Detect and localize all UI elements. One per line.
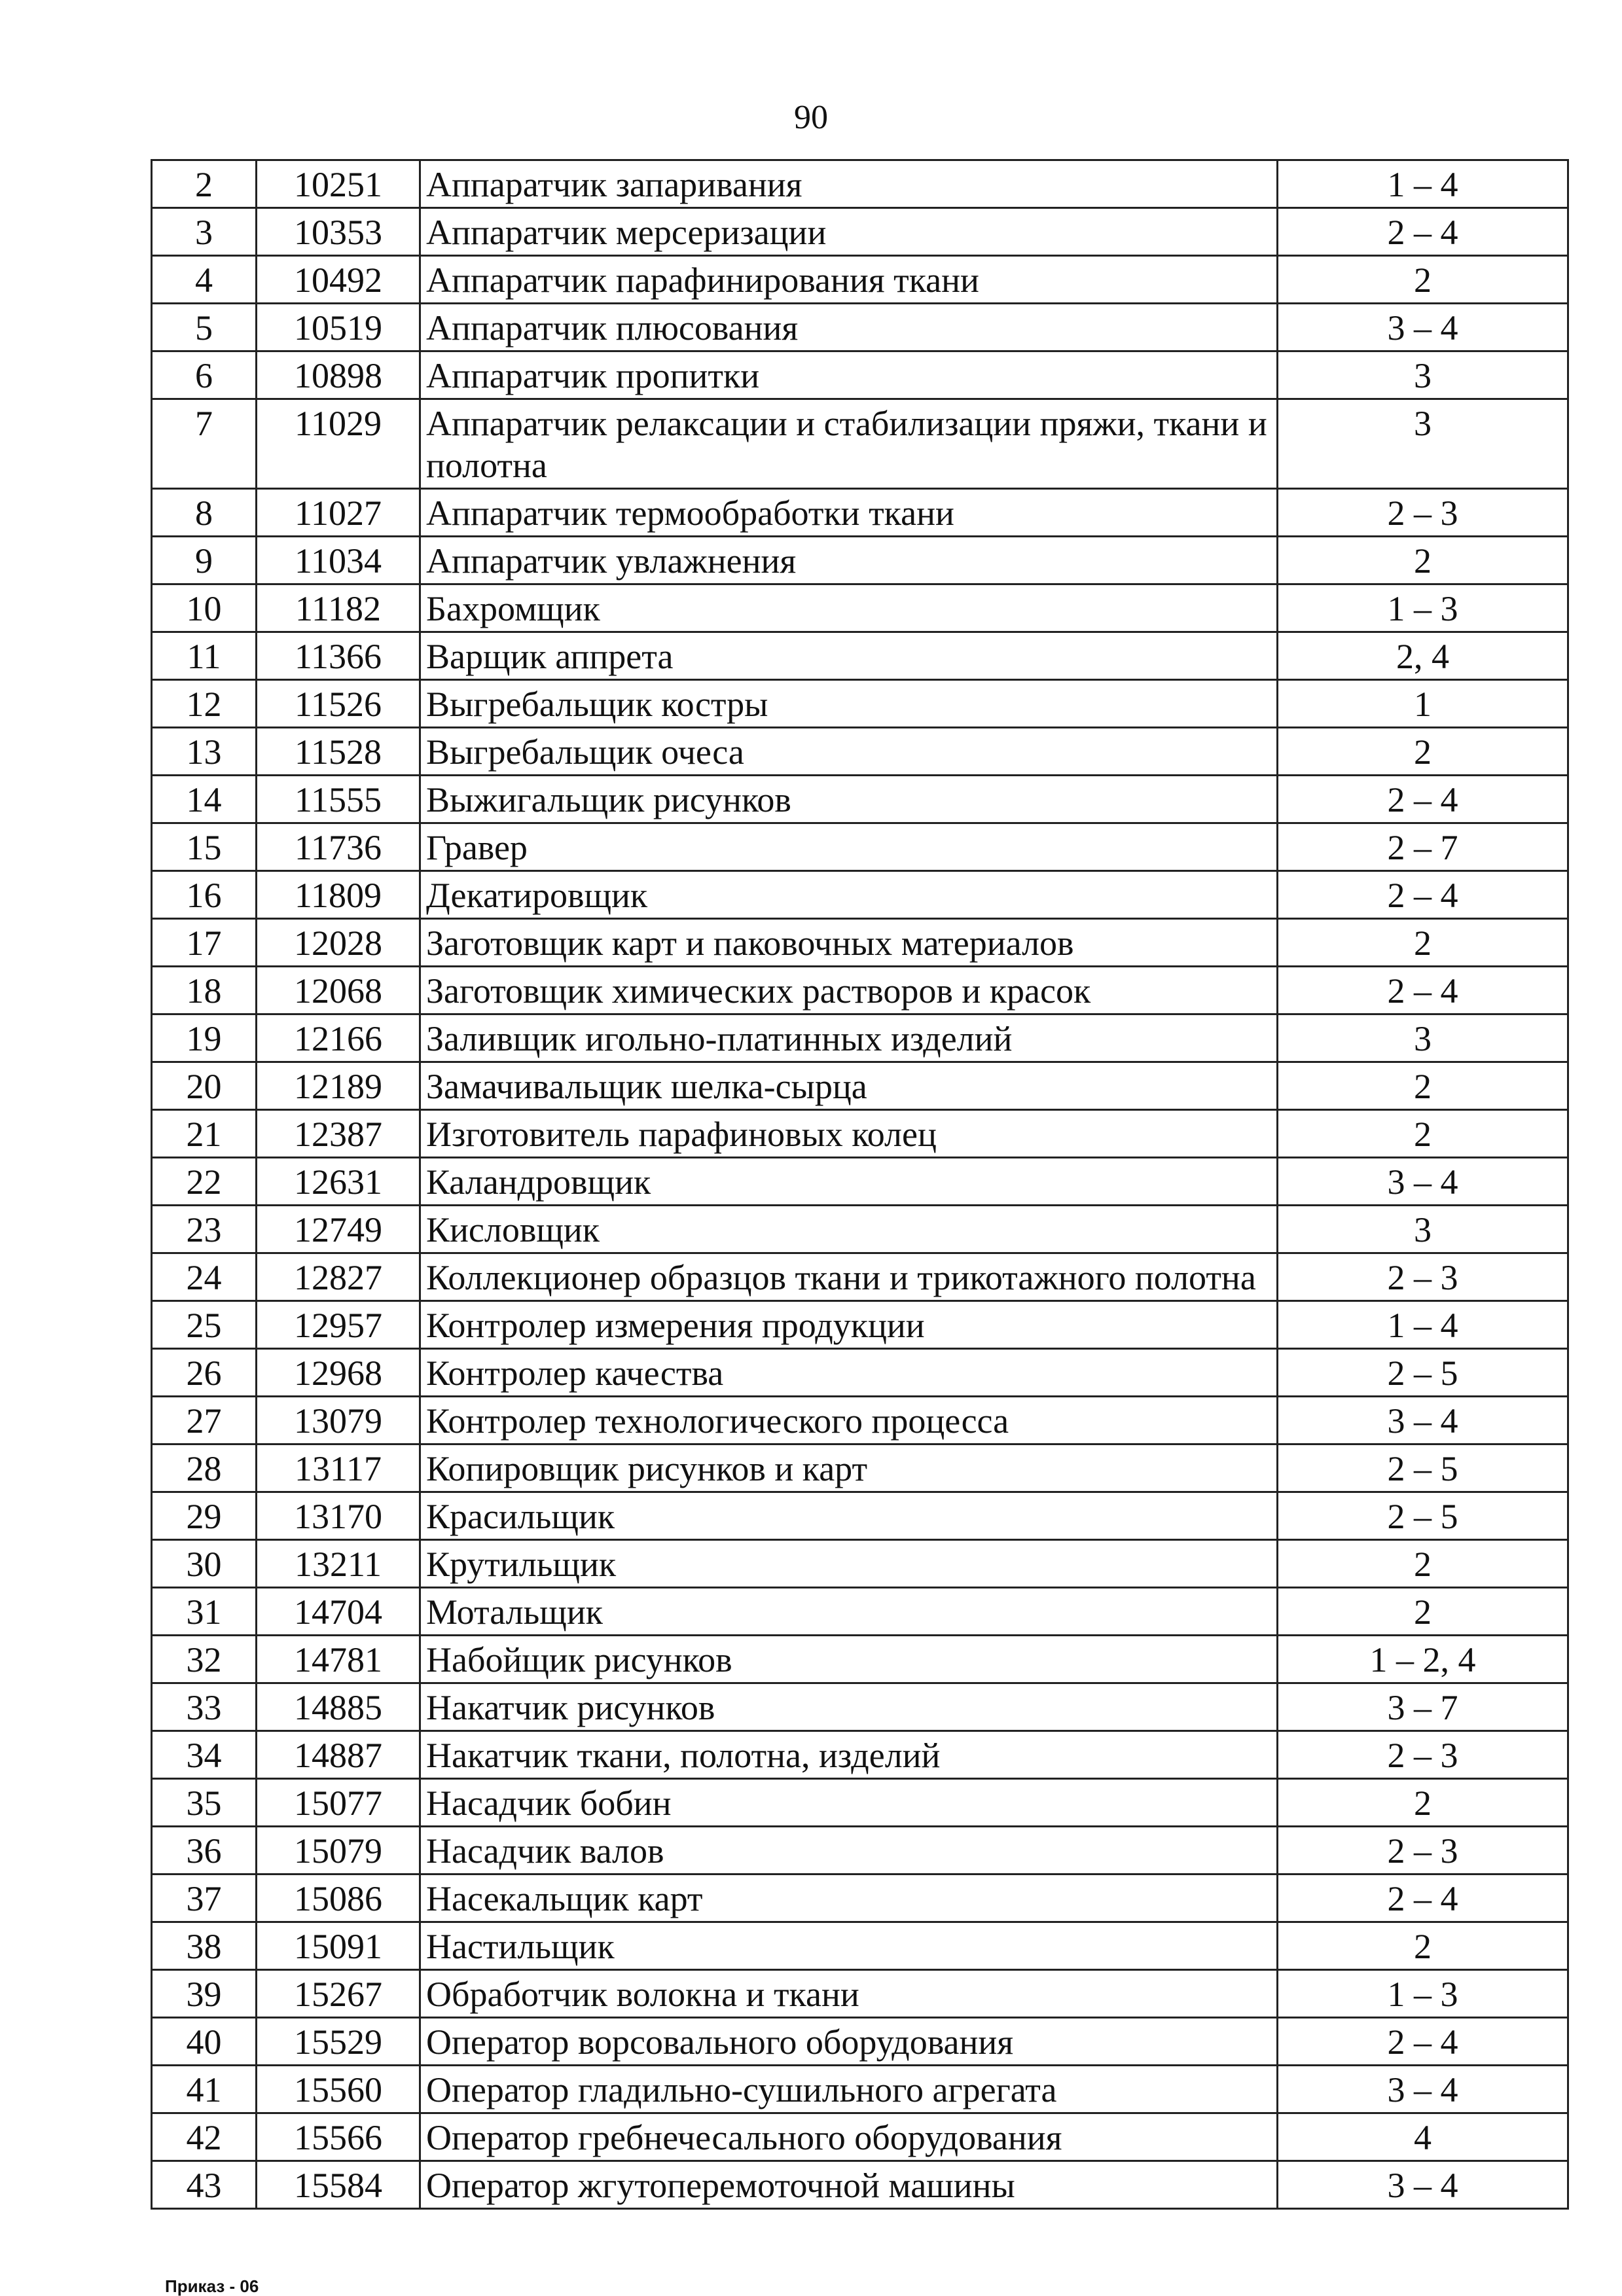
table-row — [152, 537, 1568, 584]
table-row — [152, 1253, 1568, 1301]
table-row — [152, 823, 1568, 871]
profession-code-cell: 13079 — [257, 1397, 420, 1444]
row-number-cell: 18 — [152, 967, 257, 1014]
profession-name-cell: Красильщик — [420, 1492, 1278, 1540]
profession-code-cell: 10519 — [257, 304, 420, 351]
table-row — [152, 1492, 1568, 1540]
grade-range-cell: 2 — [1278, 256, 1568, 304]
grade-range-cell: 2, 4 — [1278, 632, 1568, 680]
table-row — [152, 1540, 1568, 1588]
row-number-cell: 21 — [152, 1110, 257, 1158]
grade-range-cell: 2 – 4 — [1278, 2018, 1568, 2066]
table-body — [152, 160, 1568, 2209]
row-number-cell: 15 — [152, 823, 257, 871]
grade-range-cell: 2 – 4 — [1278, 1874, 1568, 1922]
profession-name-cell: Оператор гребнечесального оборудования — [420, 2113, 1278, 2161]
profession-code-cell: 11366 — [257, 632, 420, 680]
table-row — [152, 1206, 1568, 1253]
grade-range-cell: 2 — [1278, 1540, 1568, 1588]
grade-range-cell: 2 – 3 — [1278, 1731, 1568, 1779]
table-row — [152, 632, 1568, 680]
row-number-cell: 32 — [152, 1636, 257, 1683]
profession-name-cell: Крутильщик — [420, 1540, 1278, 1588]
table-row — [152, 584, 1568, 632]
professions-table — [151, 159, 1569, 2210]
profession-code-cell: 14781 — [257, 1636, 420, 1683]
profession-code-cell: 15267 — [257, 1970, 420, 2018]
profession-code-cell: 15566 — [257, 2113, 420, 2161]
table-row — [152, 1636, 1568, 1683]
profession-name-cell: Накатчик рисунков — [420, 1683, 1278, 1731]
table-row — [152, 1588, 1568, 1636]
row-number-cell: 33 — [152, 1683, 257, 1731]
profession-name-cell: Контролер измерения продукции — [420, 1301, 1278, 1349]
row-number-cell: 4 — [152, 256, 257, 304]
grade-range-cell: 1 – 4 — [1278, 160, 1568, 208]
row-number-cell: 13 — [152, 728, 257, 776]
profession-name-cell: Заливщик игольно-платинных изделий — [420, 1014, 1278, 1062]
profession-code-cell: 15584 — [257, 2161, 420, 2209]
row-number-cell: 16 — [152, 871, 257, 919]
grade-range-cell: 3 — [1278, 351, 1568, 399]
table-row — [152, 1779, 1568, 1827]
profession-code-cell: 11029 — [257, 399, 420, 489]
profession-code-cell: 12166 — [257, 1014, 420, 1062]
table-row — [152, 489, 1568, 537]
table-row — [152, 1158, 1568, 1206]
profession-code-cell: 11034 — [257, 537, 420, 584]
profession-code-cell: 12068 — [257, 967, 420, 1014]
profession-code-cell: 10251 — [257, 160, 420, 208]
grade-range-cell: 4 — [1278, 2113, 1568, 2161]
table-row — [152, 1970, 1568, 2018]
row-number-cell: 9 — [152, 537, 257, 584]
row-number-cell: 17 — [152, 919, 257, 967]
row-number-cell: 2 — [152, 160, 257, 208]
row-number-cell: 34 — [152, 1731, 257, 1779]
table-row — [152, 1827, 1568, 1874]
profession-code-cell: 14885 — [257, 1683, 420, 1731]
grade-range-cell: 2 – 4 — [1278, 871, 1568, 919]
table-row — [152, 680, 1568, 728]
profession-code-cell: 15529 — [257, 2018, 420, 2066]
grade-range-cell: 3 — [1278, 1014, 1568, 1062]
profession-code-cell: 15091 — [257, 1922, 420, 1970]
profession-code-cell: 14887 — [257, 1731, 420, 1779]
row-number-cell: 25 — [152, 1301, 257, 1349]
grade-range-cell: 2 — [1278, 728, 1568, 776]
row-number-cell: 36 — [152, 1827, 257, 1874]
profession-code-cell: 13211 — [257, 1540, 420, 1588]
page-number: 90 — [794, 99, 828, 136]
row-number-cell: 8 — [152, 489, 257, 537]
profession-code-cell: 15086 — [257, 1874, 420, 1922]
profession-code-cell: 12631 — [257, 1158, 420, 1206]
profession-name-cell: Аппаратчик плюсования — [420, 304, 1278, 351]
profession-code-cell: 12827 — [257, 1253, 420, 1301]
table-row — [152, 351, 1568, 399]
profession-code-cell: 12189 — [257, 1062, 420, 1110]
row-number-cell: 27 — [152, 1397, 257, 1444]
table-row — [152, 1874, 1568, 1922]
profession-code-cell: 13117 — [257, 1444, 420, 1492]
profession-name-cell: Изготовитель парафиновых колец — [420, 1110, 1278, 1158]
row-number-cell: 40 — [152, 2018, 257, 2066]
profession-name-cell: Аппаратчик пропитки — [420, 351, 1278, 399]
profession-name-cell: Копировщик рисунков и карт — [420, 1444, 1278, 1492]
table-row — [152, 1683, 1568, 1731]
grade-range-cell: 3 – 4 — [1278, 2066, 1568, 2113]
table-row — [152, 1397, 1568, 1444]
grade-range-cell: 3 — [1278, 1206, 1568, 1253]
table-row — [152, 2113, 1568, 2161]
profession-name-cell: Обработчик волокна и ткани — [420, 1970, 1278, 2018]
profession-name-cell: Замачивальщик шелка-сырца — [420, 1062, 1278, 1110]
profession-name-cell: Оператор ворсовального оборудования — [420, 2018, 1278, 2066]
row-number-cell: 24 — [152, 1253, 257, 1301]
grade-range-cell: 3 – 7 — [1278, 1683, 1568, 1731]
grade-range-cell: 3 — [1278, 399, 1568, 489]
profession-name-cell: Варщик аппрета — [420, 632, 1278, 680]
profession-code-cell: 10492 — [257, 256, 420, 304]
grade-range-cell: 2 – 3 — [1278, 1827, 1568, 1874]
profession-code-cell: 15079 — [257, 1827, 420, 1874]
profession-code-cell: 12028 — [257, 919, 420, 967]
table-row — [152, 304, 1568, 351]
grade-range-cell: 2 — [1278, 1588, 1568, 1636]
profession-name-cell: Накатчик ткани, полотна, изделий — [420, 1731, 1278, 1779]
profession-code-cell: 14704 — [257, 1588, 420, 1636]
profession-name-cell: Заготовщик карт и паковочных материалов — [420, 919, 1278, 967]
profession-name-cell: Гравер — [420, 823, 1278, 871]
grade-range-cell: 2 — [1278, 1062, 1568, 1110]
table-row — [152, 399, 1568, 489]
table-row — [152, 1062, 1568, 1110]
profession-code-cell: 11555 — [257, 776, 420, 823]
grade-range-cell: 1 – 3 — [1278, 584, 1568, 632]
row-number-cell: 29 — [152, 1492, 257, 1540]
row-number-cell: 6 — [152, 351, 257, 399]
profession-name-cell: Набойщик рисунков — [420, 1636, 1278, 1683]
profession-code-cell: 11528 — [257, 728, 420, 776]
grade-range-cell: 2 – 4 — [1278, 776, 1568, 823]
profession-name-cell: Настильщик — [420, 1922, 1278, 1970]
table-row — [152, 1301, 1568, 1349]
profession-name-cell: Выгребальщик костры — [420, 680, 1278, 728]
row-number-cell: 5 — [152, 304, 257, 351]
profession-name-cell: Насекальщик карт — [420, 1874, 1278, 1922]
row-number-cell: 14 — [152, 776, 257, 823]
profession-code-cell: 11526 — [257, 680, 420, 728]
profession-name-cell: Насадчик валов — [420, 1827, 1278, 1874]
profession-code-cell: 15560 — [257, 2066, 420, 2113]
row-number-cell: 20 — [152, 1062, 257, 1110]
table-row — [152, 160, 1568, 208]
profession-code-cell: 12749 — [257, 1206, 420, 1253]
table-row — [152, 871, 1568, 919]
profession-name-cell: Аппаратчик парафинирования ткани — [420, 256, 1278, 304]
profession-name-cell: Контролер технологического процесса — [420, 1397, 1278, 1444]
row-number-cell: 7 — [152, 399, 257, 489]
row-number-cell: 22 — [152, 1158, 257, 1206]
profession-name-cell: Коллекционер образцов ткани и трикотажного полотна — [420, 1253, 1278, 1301]
table-row — [152, 208, 1568, 256]
footer-order-label: Приказ - 06 — [165, 2276, 259, 2296]
grade-range-cell: 2 – 7 — [1278, 823, 1568, 871]
table-row — [152, 967, 1568, 1014]
grade-range-cell: 2 – 5 — [1278, 1349, 1568, 1397]
row-number-cell: 23 — [152, 1206, 257, 1253]
profession-code-cell: 12968 — [257, 1349, 420, 1397]
row-number-cell: 41 — [152, 2066, 257, 2113]
profession-name-cell: Декатировщик — [420, 871, 1278, 919]
profession-name-cell: Мотальщик — [420, 1588, 1278, 1636]
grade-range-cell: 2 – 4 — [1278, 208, 1568, 256]
profession-name-cell: Аппаратчик мерсеризации — [420, 208, 1278, 256]
grade-range-cell: 2 — [1278, 1922, 1568, 1970]
row-number-cell: 26 — [152, 1349, 257, 1397]
grade-range-cell: 1 – 2, 4 — [1278, 1636, 1568, 1683]
table-row — [152, 1731, 1568, 1779]
profession-code-cell: 11182 — [257, 584, 420, 632]
row-number-cell: 30 — [152, 1540, 257, 1588]
profession-code-cell: 10898 — [257, 351, 420, 399]
table-row — [152, 776, 1568, 823]
profession-name-cell: Бахромщик — [420, 584, 1278, 632]
profession-code-cell: 15077 — [257, 1779, 420, 1827]
profession-name-cell: Заготовщик химических растворов и красок — [420, 967, 1278, 1014]
profession-code-cell: 12387 — [257, 1110, 420, 1158]
grade-range-cell: 2 – 4 — [1278, 967, 1568, 1014]
profession-name-cell: Выгребальщик очеса — [420, 728, 1278, 776]
table-row — [152, 1110, 1568, 1158]
profession-name-cell: Аппаратчик релаксации и стабилизации пряжи, ткани и полотна — [420, 399, 1278, 489]
profession-code-cell: 11027 — [257, 489, 420, 537]
grade-range-cell: 2 — [1278, 537, 1568, 584]
grade-range-cell: 1 – 4 — [1278, 1301, 1568, 1349]
table-row — [152, 2018, 1568, 2066]
profession-name-cell: Кисловщик — [420, 1206, 1278, 1253]
profession-name-cell: Выжигальщик рисунков — [420, 776, 1278, 823]
profession-code-cell: 13170 — [257, 1492, 420, 1540]
table-row — [152, 2066, 1568, 2113]
table-row — [152, 1014, 1568, 1062]
grade-range-cell: 2 — [1278, 1110, 1568, 1158]
profession-code-cell: 11736 — [257, 823, 420, 871]
grade-range-cell: 3 – 4 — [1278, 304, 1568, 351]
profession-code-cell: 12957 — [257, 1301, 420, 1349]
grade-range-cell: 3 – 4 — [1278, 2161, 1568, 2209]
row-number-cell: 28 — [152, 1444, 257, 1492]
row-number-cell: 37 — [152, 1874, 257, 1922]
table-row — [152, 256, 1568, 304]
grade-range-cell: 1 – 3 — [1278, 1970, 1568, 2018]
profession-code-cell: 11809 — [257, 871, 420, 919]
profession-name-cell: Оператор гладильно-сушильного агрегата — [420, 2066, 1278, 2113]
profession-name-cell: Оператор жгутоперемоточной машины — [420, 2161, 1278, 2209]
profession-code-cell: 10353 — [257, 208, 420, 256]
row-number-cell: 42 — [152, 2113, 257, 2161]
profession-name-cell: Аппаратчик термообработки ткани — [420, 489, 1278, 537]
grade-range-cell: 2 – 5 — [1278, 1492, 1568, 1540]
row-number-cell: 10 — [152, 584, 257, 632]
row-number-cell: 11 — [152, 632, 257, 680]
profession-name-cell: Насадчик бобин — [420, 1779, 1278, 1827]
grade-range-cell: 2 – 5 — [1278, 1444, 1568, 1492]
table-row — [152, 1349, 1568, 1397]
grade-range-cell: 2 – 3 — [1278, 1253, 1568, 1301]
profession-name-cell: Каландровщик — [420, 1158, 1278, 1206]
grade-range-cell: 2 – 3 — [1278, 489, 1568, 537]
grade-range-cell: 3 – 4 — [1278, 1397, 1568, 1444]
row-number-cell: 39 — [152, 1970, 257, 2018]
row-number-cell: 43 — [152, 2161, 257, 2209]
table-row — [152, 2161, 1568, 2209]
row-number-cell: 19 — [152, 1014, 257, 1062]
profession-name-cell: Аппаратчик запаривания — [420, 160, 1278, 208]
table-row — [152, 919, 1568, 967]
table-row — [152, 728, 1568, 776]
grade-range-cell: 1 — [1278, 680, 1568, 728]
table-row — [152, 1922, 1568, 1970]
table-row — [152, 1444, 1568, 1492]
profession-name-cell: Контролер качества — [420, 1349, 1278, 1397]
grade-range-cell: 2 — [1278, 1779, 1568, 1827]
row-number-cell: 31 — [152, 1588, 257, 1636]
grade-range-cell: 2 — [1278, 919, 1568, 967]
row-number-cell: 3 — [152, 208, 257, 256]
row-number-cell: 12 — [152, 680, 257, 728]
row-number-cell: 38 — [152, 1922, 257, 1970]
profession-name-cell: Аппаратчик увлажнения — [420, 537, 1278, 584]
grade-range-cell: 3 – 4 — [1278, 1158, 1568, 1206]
row-number-cell: 35 — [152, 1779, 257, 1827]
